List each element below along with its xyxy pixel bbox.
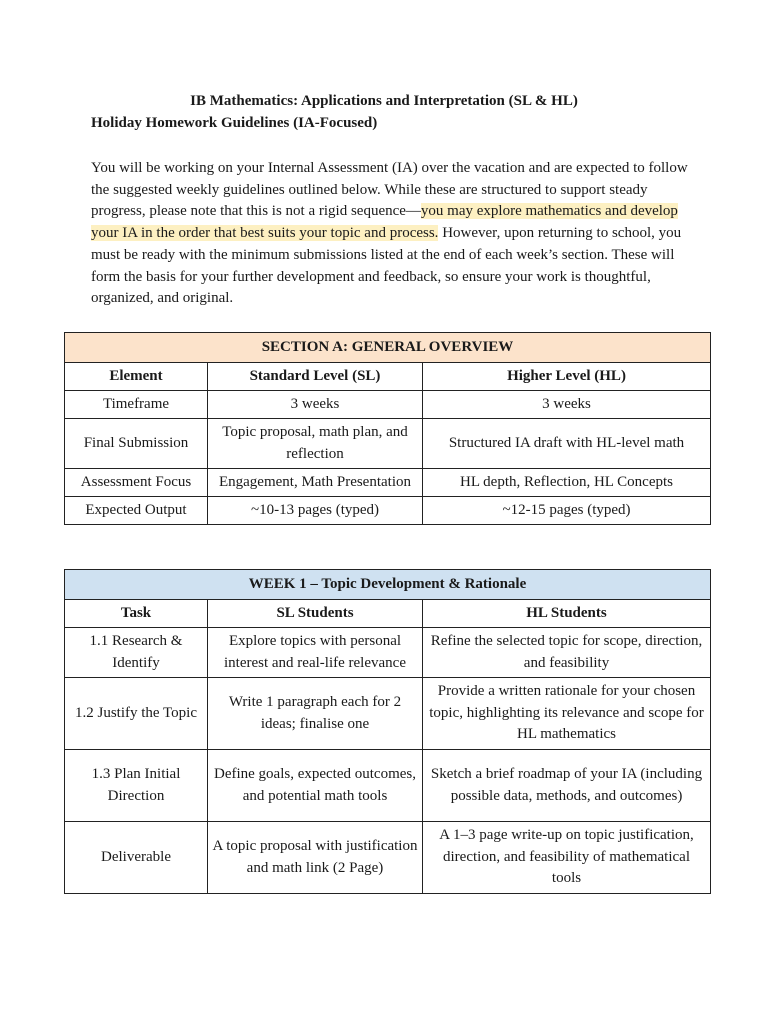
table-cell: Timeframe [65, 391, 208, 419]
general-overview-table [64, 332, 711, 525]
column-header-sl-students: SL Students [208, 600, 423, 628]
column-header-sl: Standard Level (SL) [208, 363, 423, 391]
table-cell: ~10-13 pages (typed) [208, 497, 423, 525]
table-row [65, 628, 711, 678]
table-cell: Assessment Focus [65, 469, 208, 497]
table-cell: Expected Output [65, 497, 208, 525]
column-header-task: Task [65, 600, 208, 628]
table-cell: Final Submission [65, 419, 208, 469]
table-row [65, 750, 711, 822]
intro-text-1: You will be working on your Internal Assessment (IA) over the vacation and are expected to follow the suggested weekly guidelines outlined below. While these are structured to support steady progress, please note that this is not a rigid sequence— [91, 160, 688, 220]
table-cell: Deliverable [65, 822, 208, 894]
table-row [65, 391, 711, 419]
table-row [65, 419, 711, 469]
document-title: IB Mathematics: Applications and Interpretation (SL & HL) [190, 93, 578, 109]
table-cell: Explore topics with personal interest and real-life relevance [208, 628, 423, 678]
week-1-banner: WEEK 1 – Topic Development & Rationale [65, 570, 711, 600]
table-cell: Write 1 paragraph each for 2 ideas; finalise one [208, 678, 423, 750]
table-cell: 1.2 Justify the Topic [65, 678, 208, 750]
table-cell: Provide a written rationale for your chosen topic, highlighting its relevance and scope for HL mathematics [423, 678, 711, 750]
table-row [65, 497, 711, 525]
table-cell: 1.3 Plan Initial Direction [65, 750, 208, 822]
table-row [65, 822, 711, 894]
table-cell: Structured IA draft with HL-level math [423, 419, 711, 469]
table-row [65, 678, 711, 750]
table-cell: 1.1 Research & Identify [65, 628, 208, 678]
column-header-element: Element [65, 363, 208, 391]
table-cell: A 1–3 page write-up on topic justification, direction, and feasibility of mathematical tools [423, 822, 711, 894]
table-cell: Define goals, expected outcomes, and potential math tools [208, 750, 423, 822]
intro-highlight: you may explore mathematics and develop your IA in the order that best suits your topic and process. [91, 203, 678, 242]
week-1-table [64, 569, 711, 894]
column-header-hl-students: HL Students [423, 600, 711, 628]
table-cell: 3 weeks [423, 391, 711, 419]
document-subtitle: Holiday Homework Guidelines (IA-Focused) [91, 115, 378, 131]
section-a-banner: SECTION A: GENERAL OVERVIEW [65, 333, 711, 363]
table-cell: Sketch a brief roadmap of your IA (including possible data, methods, and outcomes) [423, 750, 711, 822]
table-cell: A topic proposal with justification and math link (2 Page) [208, 822, 423, 894]
table-row [65, 469, 711, 497]
table-cell: ~12-15 pages (typed) [423, 497, 711, 525]
table-cell: Engagement, Math Presentation [208, 469, 423, 497]
table-cell: Topic proposal, math plan, and reflection [208, 419, 423, 469]
table-cell: HL depth, Reflection, HL Concepts [423, 469, 711, 497]
intro-text-2: However, upon returning to school, you must be ready with the minimum submissions listed at the end of each week’s section. These will form the basis for your further development and feedback, so ensure your work is thoughtful, organized, and original. [91, 225, 682, 307]
intro-paragraph [91, 158, 691, 310]
column-header-hl: Higher Level (HL) [423, 363, 711, 391]
table-cell: 3 weeks [208, 391, 423, 419]
table-cell: Refine the selected topic for scope, direction, and feasibility [423, 628, 711, 678]
